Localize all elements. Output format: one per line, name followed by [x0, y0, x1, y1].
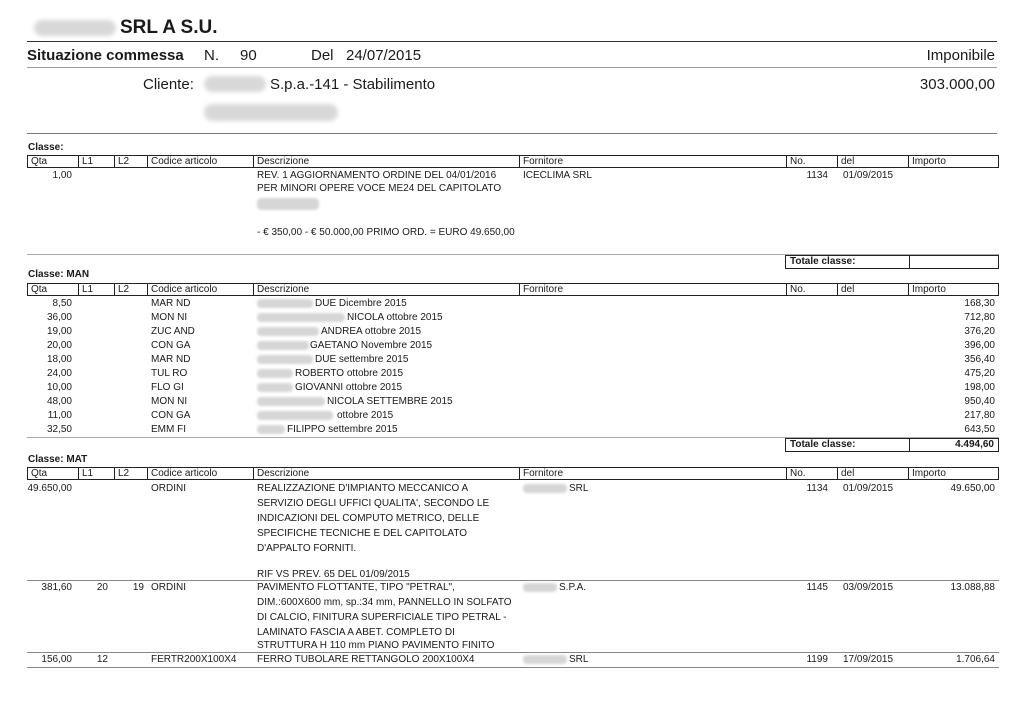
- table-row-continued: [27, 226, 999, 239]
- order-date: 24/07/2015: [346, 47, 422, 64]
- table-row: [27, 311, 999, 324]
- col-fornitore: Fornitore: [519, 284, 778, 295]
- cell-desc: DIM.:600X600 mm, sp.:34 mm, PANNELLO IN SOLFATO: [257, 597, 512, 608]
- cell-desc: ottobre 2015: [337, 410, 394, 421]
- table-row: [27, 339, 999, 352]
- col-qta: Qta: [31, 284, 48, 295]
- section-divider: [27, 133, 997, 134]
- table-row-continued: [27, 497, 999, 510]
- table-row-continued: [27, 596, 999, 609]
- table-header: [27, 283, 999, 296]
- table-row-continued: [27, 639, 999, 652]
- cell-fornitore: ICECLIMA SRL: [523, 170, 592, 181]
- cell-no: 1134: [806, 170, 828, 181]
- cell-codice: ORDINI: [151, 483, 186, 494]
- company-name: SRL A S.U.: [120, 17, 218, 38]
- cell-qta: 36,00: [46, 312, 72, 323]
- cell-qta: 8,50: [52, 298, 72, 309]
- cell-desc: DUE settembre 2015: [315, 354, 409, 365]
- cell-desc: GIOVANNI ottobre 2015: [295, 382, 403, 393]
- cell-codice: CON GA: [151, 410, 191, 421]
- col-codice: Codice articolo: [147, 284, 251, 295]
- col-no: No.: [786, 156, 835, 167]
- cell-desc: - € 350,00 - € 50.000,00 PRIMO ORD. = EURO 49.650,00: [257, 227, 515, 238]
- redacted-text: [523, 583, 557, 592]
- cell-qta: 49.650,00: [27, 483, 72, 494]
- cell-importo: 217,80: [964, 410, 995, 421]
- page-title: Situazione commessa: [27, 47, 184, 64]
- cell-codice: TUL RO: [151, 368, 188, 379]
- cell-desc: LAMINATO FASCIA A ABET. COMPLETO DI: [257, 627, 455, 638]
- cell-desc: PAVIMENTO FLOTTANTE, TIPO "PETRAL",: [257, 582, 455, 593]
- imponibile-value: 303.000,00: [919, 76, 995, 93]
- cell-desc: ANDREA ottobre 2015: [321, 326, 422, 337]
- class-total: [785, 255, 999, 269]
- cell-importo: 1.706,64: [956, 654, 995, 665]
- table-row: [27, 395, 999, 408]
- header-divider: [27, 67, 997, 68]
- redacted-company-name: [34, 20, 116, 36]
- cell-qta: 18,00: [46, 354, 72, 365]
- cell-del: 01/09/2015: [843, 170, 894, 181]
- redacted-text: [257, 383, 293, 392]
- table-row: [27, 653, 999, 666]
- class-label: Classe: MAT: [28, 454, 88, 465]
- col-importo: Importo: [908, 284, 997, 295]
- table-row: [27, 482, 999, 495]
- class-total-label: Totale classe:: [790, 256, 856, 267]
- redacted-text: [257, 198, 319, 210]
- table-row: [27, 581, 999, 594]
- cell-qta: 11,00: [47, 410, 72, 421]
- col-descrizione: Descrizione: [253, 468, 517, 479]
- cell-desc: ROBERTO ottobre 2015: [295, 368, 404, 379]
- cell-desc: FILIPPO settembre 2015: [287, 424, 398, 435]
- imponibile-label: Imponibile: [926, 47, 995, 64]
- cell-del: 03/09/2015: [843, 582, 894, 593]
- col-no: No.: [786, 284, 835, 295]
- cell-importo: 950,40: [964, 396, 995, 407]
- cell-no: 1134: [806, 483, 828, 494]
- cell-desc: GAETANO Novembre 2015: [310, 340, 433, 351]
- col-codice: Codice articolo: [147, 156, 251, 167]
- table-row: [27, 297, 999, 310]
- cell-qta: 1,00: [52, 170, 72, 181]
- cell-desc: DI CALCIO, FINITURA SUPERFICIALE TIPO PETRAL -: [257, 612, 507, 623]
- cell-codice: FERTR200X100X4: [151, 654, 237, 665]
- col-fornitore: Fornitore: [519, 156, 778, 167]
- cell-importo: 396,00: [964, 340, 995, 351]
- table-header: [27, 467, 999, 480]
- cell-codice: EMM FI: [151, 424, 186, 435]
- table-row: [27, 423, 999, 436]
- table-row: [27, 367, 999, 380]
- cell-codice: FLO GI: [151, 382, 184, 393]
- col-del: del: [837, 284, 903, 295]
- redacted-text: [257, 313, 345, 322]
- redacted-text: [523, 484, 567, 493]
- col-importo: Importo: [908, 468, 997, 479]
- cell-l1: 20: [96, 582, 108, 593]
- cell-desc: D'APPALTO FORNITI.: [257, 543, 357, 554]
- redacted-text: [257, 341, 309, 350]
- redacted-text: [257, 355, 313, 364]
- cell-importo: 356,40: [964, 354, 995, 365]
- cell-qta: 10,00: [46, 382, 72, 393]
- col-l2: L2: [114, 284, 148, 295]
- class-total-value: 4.494,60: [955, 439, 994, 450]
- col-l1: L1: [78, 284, 112, 295]
- cell-fornitore: SRL: [569, 483, 589, 494]
- cell-desc: NICOLA SETTEMBRE 2015: [327, 396, 453, 407]
- table-row-continued: [27, 542, 999, 555]
- cell-codice: ORDINI: [151, 582, 186, 593]
- cell-l1: 12: [96, 654, 108, 665]
- title-divider: [27, 41, 997, 42]
- cell-fornitore: S.P.A.: [559, 582, 587, 593]
- cell-del: 17/09/2015: [843, 654, 894, 665]
- client-label: Cliente:: [143, 76, 194, 93]
- cell-qta: 48,00: [46, 396, 72, 407]
- table-row-continued: [27, 512, 999, 525]
- table-row-continued: [27, 182, 999, 195]
- cell-importo: 376,20: [964, 326, 995, 337]
- cell-importo: 712,80: [964, 312, 995, 323]
- cell-qta: 32,50: [46, 424, 72, 435]
- cell-codice: MAR ND: [151, 298, 191, 309]
- col-qta: Qta: [31, 156, 48, 167]
- cell-desc: PER MINORI OPERE VOCE ME24 DEL CAPITOLATO: [257, 183, 502, 194]
- cell-qta: 156,00: [41, 654, 72, 665]
- redacted-text: [257, 299, 313, 308]
- order-number: 90: [240, 47, 257, 64]
- table-row: [27, 169, 999, 182]
- cell-desc: SPECIFICHE TECNICHE E DEL CAPITOLATO: [257, 528, 468, 539]
- cell-desc: REV. 1 AGGIORNAMENTO ORDINE DEL 04/01/2016: [257, 170, 497, 181]
- class-total-label: Totale classe:: [790, 439, 856, 450]
- redacted-text: [257, 369, 293, 378]
- col-qta: Qta: [31, 468, 48, 479]
- table-row-continued: [27, 626, 999, 639]
- table-row: [27, 353, 999, 366]
- table-row: [27, 381, 999, 394]
- cell-qta: 19,00: [46, 326, 72, 337]
- order-number-label: N.: [204, 47, 219, 64]
- col-codice: Codice articolo: [147, 468, 251, 479]
- col-l2: L2: [114, 468, 148, 479]
- redacted-text: [257, 411, 333, 420]
- redacted-text: [257, 397, 325, 406]
- cell-desc: RIF VS PREV. 65 DEL 01/09/2015: [257, 569, 410, 580]
- cell-codice: MON NI: [151, 312, 188, 323]
- class-label: Classe: MAN: [28, 269, 90, 280]
- cell-importo: 198,00: [964, 382, 995, 393]
- col-l1: L1: [78, 468, 112, 479]
- col-descrizione: Descrizione: [253, 156, 517, 167]
- col-fornitore: Fornitore: [519, 468, 778, 479]
- cell-codice: ZUC AND: [151, 326, 195, 337]
- cell-codice: CON GA: [151, 340, 191, 351]
- cell-codice: MON NI: [151, 396, 188, 407]
- redacted-client-address: [204, 104, 338, 121]
- cell-desc: REALIZZAZIONE D'IMPIANTO MECCANICO A: [257, 483, 469, 494]
- redacted-text: [257, 425, 285, 434]
- cell-desc: SERVIZIO DEGLI UFFICI QUALITA', SECONDO LE: [257, 498, 490, 509]
- table-row-continued: [27, 611, 999, 624]
- cell-qta: 381,60: [41, 582, 72, 593]
- table-header: [27, 155, 999, 168]
- cell-desc: FERRO TUBOLARE RETTANGOLO 200X100X4: [257, 654, 475, 665]
- cell-del: 01/09/2015: [843, 483, 894, 494]
- cell-desc: NICOLA ottobre 2015: [347, 312, 443, 323]
- cell-no: 1199: [806, 654, 828, 665]
- cell-codice: MAR ND: [151, 354, 191, 365]
- col-l1: L1: [78, 156, 112, 167]
- col-importo: Importo: [908, 156, 997, 167]
- class-total: [785, 438, 999, 452]
- col-l2: L2: [114, 156, 148, 167]
- table-row-continued: [27, 527, 999, 540]
- client-name: S.p.a.-141 - Stabilimento: [270, 76, 436, 93]
- col-no: No.: [786, 468, 835, 479]
- cell-qta: 24,00: [46, 368, 72, 379]
- table-row: [27, 409, 999, 422]
- cell-importo: 475,20: [964, 368, 995, 379]
- col-descrizione: Descrizione: [253, 284, 517, 295]
- cell-desc: INDICAZIONI DEL COMPUTO METRICO, DELLE: [257, 513, 480, 524]
- cell-importo: 168,30: [964, 298, 995, 309]
- cell-fornitore: SRL: [569, 654, 589, 665]
- cell-importo: 49.650,00: [950, 483, 995, 494]
- cell-importo: 643,50: [964, 424, 995, 435]
- cell-importo: 13.088,88: [950, 582, 995, 593]
- cell-no: 1145: [806, 582, 828, 593]
- table-row: [27, 325, 999, 338]
- class-label: Classe:: [28, 142, 64, 153]
- redacted-client-name: [204, 76, 266, 92]
- row-divider: [27, 667, 999, 668]
- col-del: del: [837, 156, 903, 167]
- cell-l2: 19: [132, 582, 144, 593]
- redacted-text: [257, 327, 319, 336]
- col-del: del: [837, 468, 903, 479]
- cell-desc: STRUTTURA H 110 mm PIANO PAVIMENTO FINITO: [257, 640, 495, 651]
- cell-desc: DUE Dicembre 2015: [315, 298, 407, 309]
- cell-qta: 20,00: [46, 340, 72, 351]
- redacted-text: [523, 655, 567, 664]
- order-date-label: Del: [311, 47, 334, 64]
